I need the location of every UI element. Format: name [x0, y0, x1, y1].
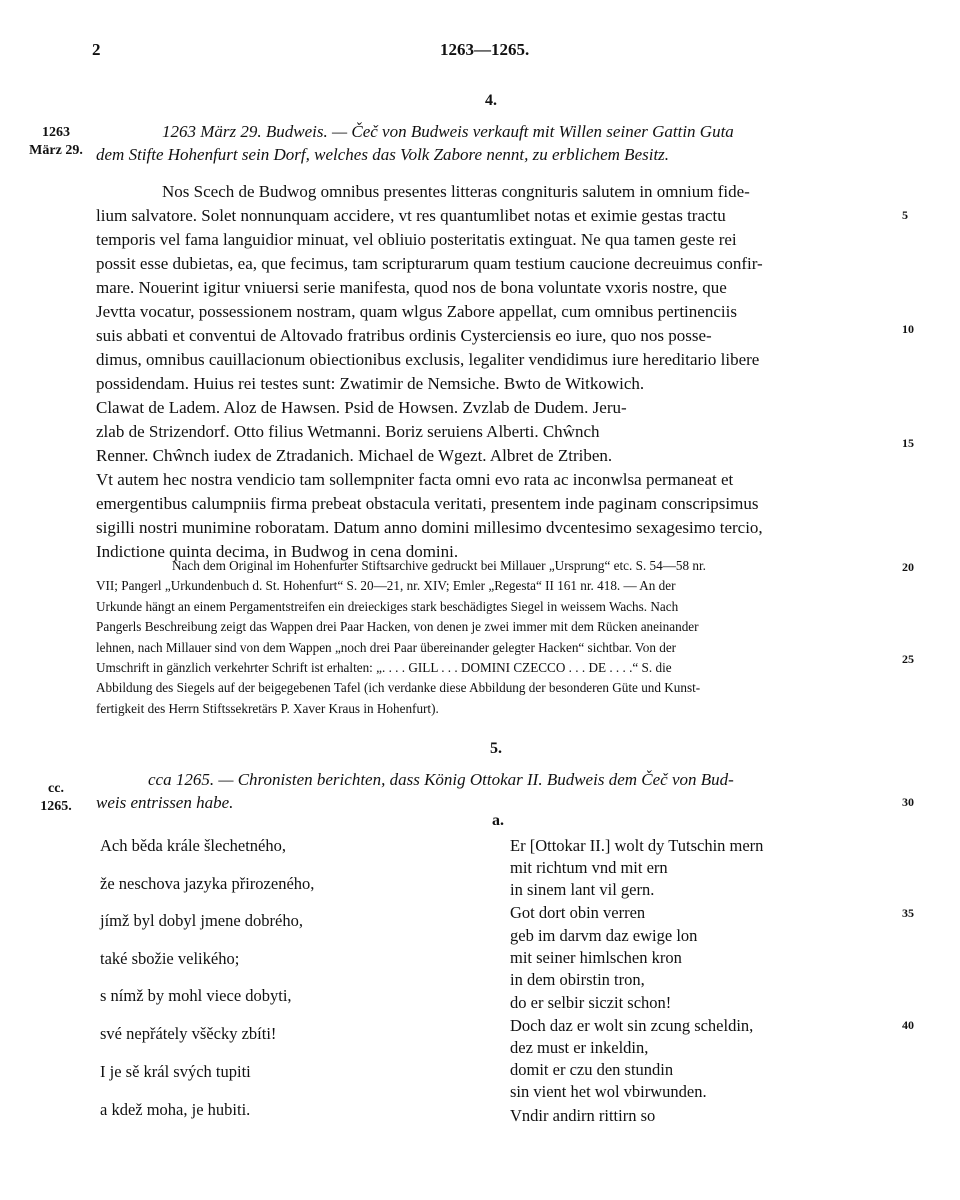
verse-line: dez must er inkeldin,	[510, 1038, 649, 1057]
note-line: lehnen, nach Millauer sind von dem Wappen „noch drei Paar übereinander gelegter Hacken“ sichtbar. Von der	[96, 639, 677, 655]
margin-date-approx: cc.	[48, 781, 64, 796]
line-number: 30	[902, 795, 914, 809]
text-line: suis abbati et conventui de Altovado fratribus ordinis Cysterciensis eo iure, quo nos posse-	[96, 326, 712, 345]
verse-line: mit seiner himlschen kron	[510, 948, 682, 967]
note-line: Abbildung des Siegels auf der beigegebenen Tafel (ich verdanke diese Abbildung der besonderen Güte und Kunst-	[96, 680, 701, 696]
verse-line: že neschova jazyka přirozeného,	[100, 874, 315, 893]
verse-line: mit richtum vnd mit ern	[510, 858, 668, 877]
note-line: Pangerls Beschreibung zeigt das Wappen drei Paar Hacken, von denen je zwei immer mit dem Rücken aneinander	[96, 619, 699, 635]
note-line: VII; Pangerl „Urkundenbuch d. St. Hohenfurt“ S. 20—21, nr. XIV; Emler „Regesta“ II 161 nr. 418. — An der	[96, 578, 676, 594]
subsection-label: a.	[492, 812, 504, 829]
note-line: Umschrift in gänzlich verkehrter Schrift ist erhalten: „. . . . GILL . . . DOMINI CZECCO . . . DE . . . .“ S. die	[96, 659, 672, 675]
heading-line: cca 1265. — Chronisten berichten, dass König Ottokar II. Budweis dem Čeč von Bud-	[148, 770, 734, 789]
verse-line: Doch daz er wolt sin zcung scheldin,	[510, 1016, 754, 1035]
text-line: temporis vel fama languidior minuat, vel obliuio posteritatis extinguat. Ne qua tamen geste rei	[96, 230, 737, 249]
text-line: Vt autem hec nostra vendicio tam sollempniter facta omni evo rata ac inconwlsa permaneat et	[96, 470, 734, 489]
text-line: dimus, omnibus cauillacionum obiectionibus exclusis, legaliter vendidimus iure hereditario libere	[96, 350, 760, 369]
verse-line: své nepřátely všěcky zbíti!	[100, 1024, 277, 1043]
margin-date-year: 1265.	[40, 799, 72, 814]
verse-line: domit er czu den stundin	[510, 1060, 674, 1079]
document-heading	[96, 120, 892, 166]
text-line: Renner. Chŵnch iudex de Ztradanich. Michael de Wgezt. Albret de Ztriben.	[96, 446, 613, 465]
verse-line: sin vient het wol vbirwunden.	[510, 1082, 707, 1101]
verse-line: s nímž by mohl viece dobyti,	[100, 986, 292, 1005]
text-line: mare. Nouerint igitur vniuersi serie manifesta, quod nos de bona voluntate vxoris nostre, que	[96, 278, 727, 297]
note-line: Nach dem Original im Hohenfurter Stiftsarchive gedruckt bei Millauer „Ursprung“ etc. S. 54—58 nr.	[172, 558, 706, 573]
page-number: 2	[92, 40, 101, 59]
verse-line: in sinem lant vil gern.	[510, 880, 655, 899]
line-number: 15	[902, 436, 914, 450]
verse-line: Ach běda krále šlechetného,	[100, 836, 286, 855]
margin-date	[20, 124, 92, 160]
verse-line: Got dort obin verren	[510, 903, 646, 922]
heading-line: 1263 März 29. Budweis. — Čeč von Budweis verkauft mit Willen seiner Gattin Guta	[162, 122, 734, 141]
editorial-notes	[96, 556, 896, 719]
line-number: 20	[902, 560, 914, 574]
document-heading	[96, 768, 892, 814]
verse-line: jímž byl dobyl jmene dobrého,	[100, 911, 304, 930]
text-line: emergentibus calumpniis firma prebeat obstacula veritati, presentem inde paginam conscripsimus	[96, 494, 759, 513]
running-title: 1263—1265.	[440, 40, 530, 59]
margin-date-day: März 29.	[29, 143, 83, 158]
margin-date-year: 1263	[42, 125, 70, 140]
verse-line: do er selbir siczit schon!	[510, 993, 672, 1012]
czech-verse	[100, 836, 490, 1136]
verse-line: in dem obirstin tron,	[510, 970, 645, 989]
german-verse	[510, 836, 890, 1136]
document-number: 5.	[490, 740, 502, 757]
text-line: lium salvatore. Solet nonnunquam accidere, vt res quantumlibet notas et eximie gestas tractu	[96, 206, 726, 225]
line-number: 35	[902, 906, 914, 920]
line-number: 5	[902, 208, 908, 222]
heading-line: dem Stifte Hohenfurt sein Dorf, welches das Volk Zabore nennt, zu erblichem Besitz.	[96, 145, 670, 164]
text-line: possit esse dubietas, ea, que fecimus, tam scripturarum quam testium caucione decreuimus confir-	[96, 254, 763, 273]
line-number: 40	[902, 1018, 914, 1032]
verse-line: geb im darvm daz ewige lon	[510, 926, 698, 945]
verse-line: I je sě král svých tupiti	[100, 1062, 251, 1081]
document-number: 4.	[485, 92, 497, 109]
line-number: 25	[902, 652, 914, 666]
heading-line: weis entrissen habe.	[96, 793, 234, 812]
note-line: fertigkeit des Herrn Stiftssekretärs P. Xaver Kraus in Hohenfurt).	[96, 700, 439, 716]
margin-date	[20, 780, 92, 816]
text-line: possidendam. Huius rei testes sunt: Zwatimir de Nemsiche. Bwto de Witkowich.	[96, 374, 645, 393]
note-line: Urkunde hängt an einem Pergamentstreifen ein dreieckiges stark beschädigtes Siegel in weissem Wachs. Nach	[96, 598, 679, 614]
text-line: sigilli nostri munimine roboratam. Datum anno domini millesimo dvcentesimo sexagesimo tercio,	[96, 518, 763, 537]
verse-line: Er [Ottokar II.] wolt dy Tutschin mern	[510, 836, 764, 855]
verse-line: Vndir andirn rittirn so	[510, 1106, 656, 1125]
text-line: Clawat de Ladem. Aloz de Hawsen. Psid de Howsen. Zvzlab de Dudem. Jeru-	[96, 398, 627, 417]
text-line: Indictione quinta decima, in Budwog in cena domini.	[96, 542, 459, 561]
verse-line: také sbožie velikého;	[100, 949, 240, 968]
text-line: Nos Scech de Budwog omnibus presentes litteras congnituris salutem in omnium fide-	[162, 182, 750, 201]
charter-text	[96, 180, 892, 564]
text-line: zlab de Strizendorf. Otto filius Wetmanni. Boriz seruiens Alberti. Chŵnch	[96, 422, 600, 441]
text-line: Jevtta vocatur, possessionem nostram, quam wlgus Zabore appellat, cum omnibus pertinenciis	[96, 302, 737, 321]
line-number: 10	[902, 322, 914, 336]
verse-line: a kdež moha, je hubiti.	[100, 1100, 251, 1119]
